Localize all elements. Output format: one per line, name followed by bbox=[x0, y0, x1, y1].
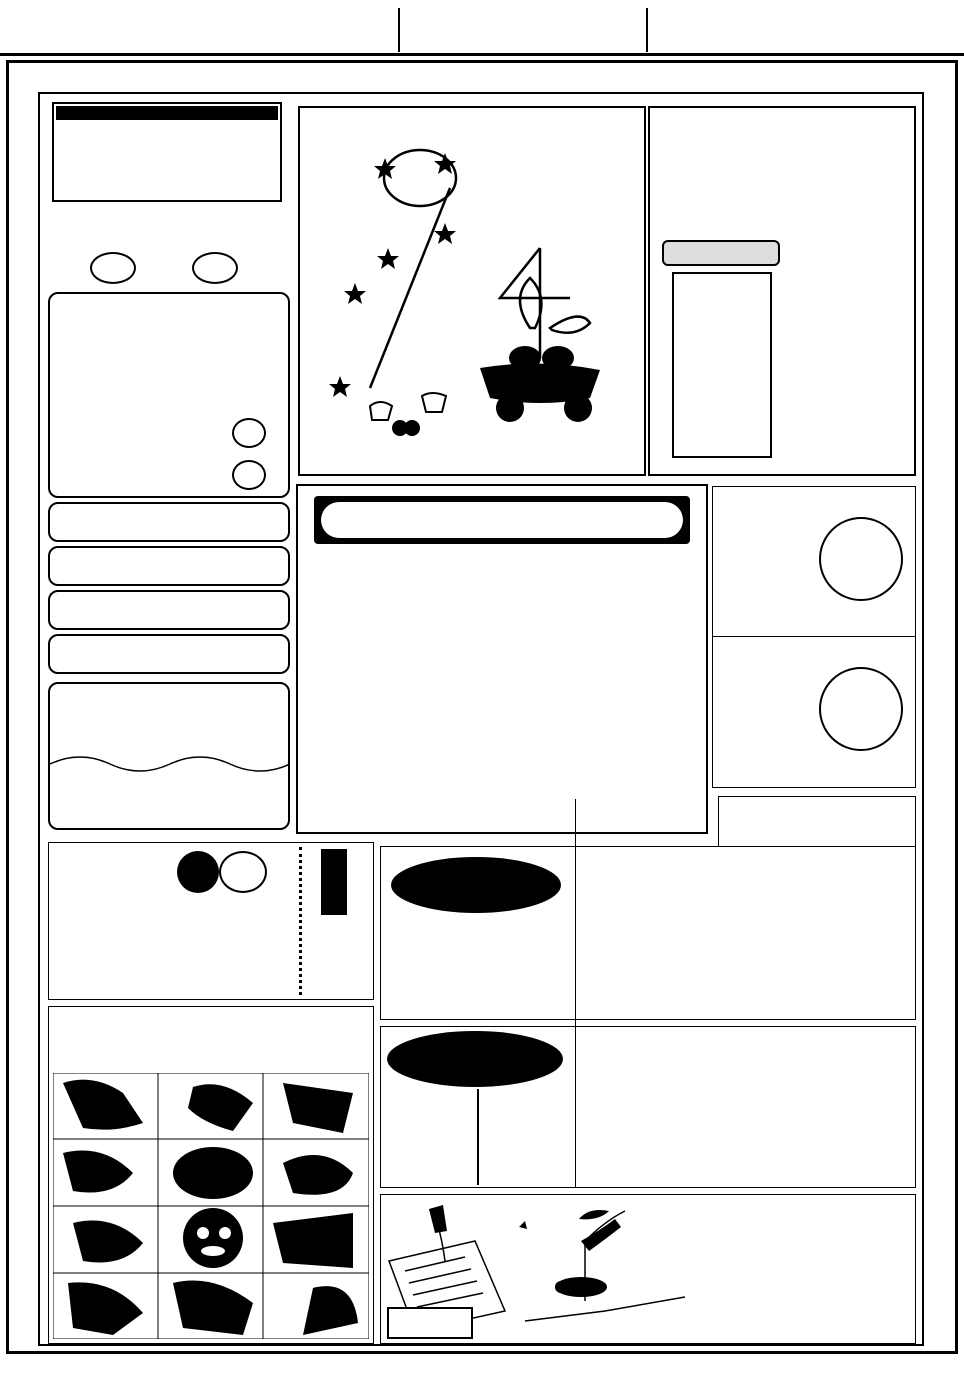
riddle-picture bbox=[300, 108, 644, 474]
special-number bbox=[232, 460, 266, 490]
picture-label bbox=[387, 1307, 473, 1339]
riddle-picture-box bbox=[298, 106, 646, 476]
special-open-vline bbox=[575, 1021, 576, 1187]
special-number-1 bbox=[232, 418, 266, 452]
year-number bbox=[819, 517, 903, 605]
computer-title-bar bbox=[314, 496, 690, 544]
liuhe-xuanji-box bbox=[648, 106, 916, 476]
wave-decoration bbox=[50, 750, 290, 774]
total-heading-box bbox=[718, 796, 916, 846]
footer-text bbox=[8, 1356, 958, 1384]
cold-hot-number-1 bbox=[90, 252, 136, 288]
year-number-text bbox=[819, 517, 903, 601]
picture-box bbox=[380, 1194, 916, 1344]
xuanji-title-d bbox=[219, 851, 267, 893]
newspaper-title bbox=[398, 8, 648, 52]
cold-hot-number bbox=[90, 252, 136, 284]
special-number-2 bbox=[232, 460, 266, 494]
lucky-zodiac-box bbox=[48, 546, 290, 586]
rank-table-box bbox=[52, 102, 282, 202]
contribution-box bbox=[48, 682, 290, 830]
xuanji-side-label bbox=[321, 849, 347, 915]
left-logo-strip bbox=[10, 92, 34, 1350]
year-box-1 bbox=[712, 486, 916, 638]
year-number bbox=[819, 667, 903, 755]
dotted-divider bbox=[299, 847, 302, 995]
total-box bbox=[380, 846, 916, 1020]
lucky-color-box bbox=[48, 590, 290, 630]
cold-hot-number bbox=[192, 252, 238, 284]
special-open-divider bbox=[477, 1089, 479, 1185]
scroll-label bbox=[662, 240, 780, 266]
puzzle-box bbox=[48, 1006, 374, 1344]
lucky-special-code-box bbox=[48, 502, 290, 542]
xuanji-box bbox=[48, 842, 374, 1000]
year-box-2 bbox=[712, 636, 916, 788]
right-logo-strip bbox=[930, 92, 954, 1350]
page-header bbox=[0, 0, 964, 56]
special-code-box bbox=[48, 292, 290, 498]
year-number-text bbox=[819, 667, 903, 751]
total-divider bbox=[575, 799, 576, 1021]
special-open-box bbox=[380, 1026, 916, 1188]
computer-analysis-box bbox=[296, 484, 708, 834]
puzzle-pieces bbox=[53, 1073, 369, 1339]
scroll-body bbox=[672, 272, 772, 458]
computer-title bbox=[321, 502, 683, 538]
puzzle-grid bbox=[53, 1073, 369, 1339]
xuanji-title-c bbox=[177, 851, 219, 893]
rank-table-title bbox=[56, 106, 278, 120]
top-logo-strip bbox=[12, 64, 952, 86]
special-number bbox=[232, 418, 266, 448]
cold-hot-number-2 bbox=[192, 252, 238, 288]
total-title bbox=[391, 857, 561, 913]
lucky-band-box bbox=[48, 634, 290, 674]
special-open-title bbox=[387, 1031, 563, 1087]
